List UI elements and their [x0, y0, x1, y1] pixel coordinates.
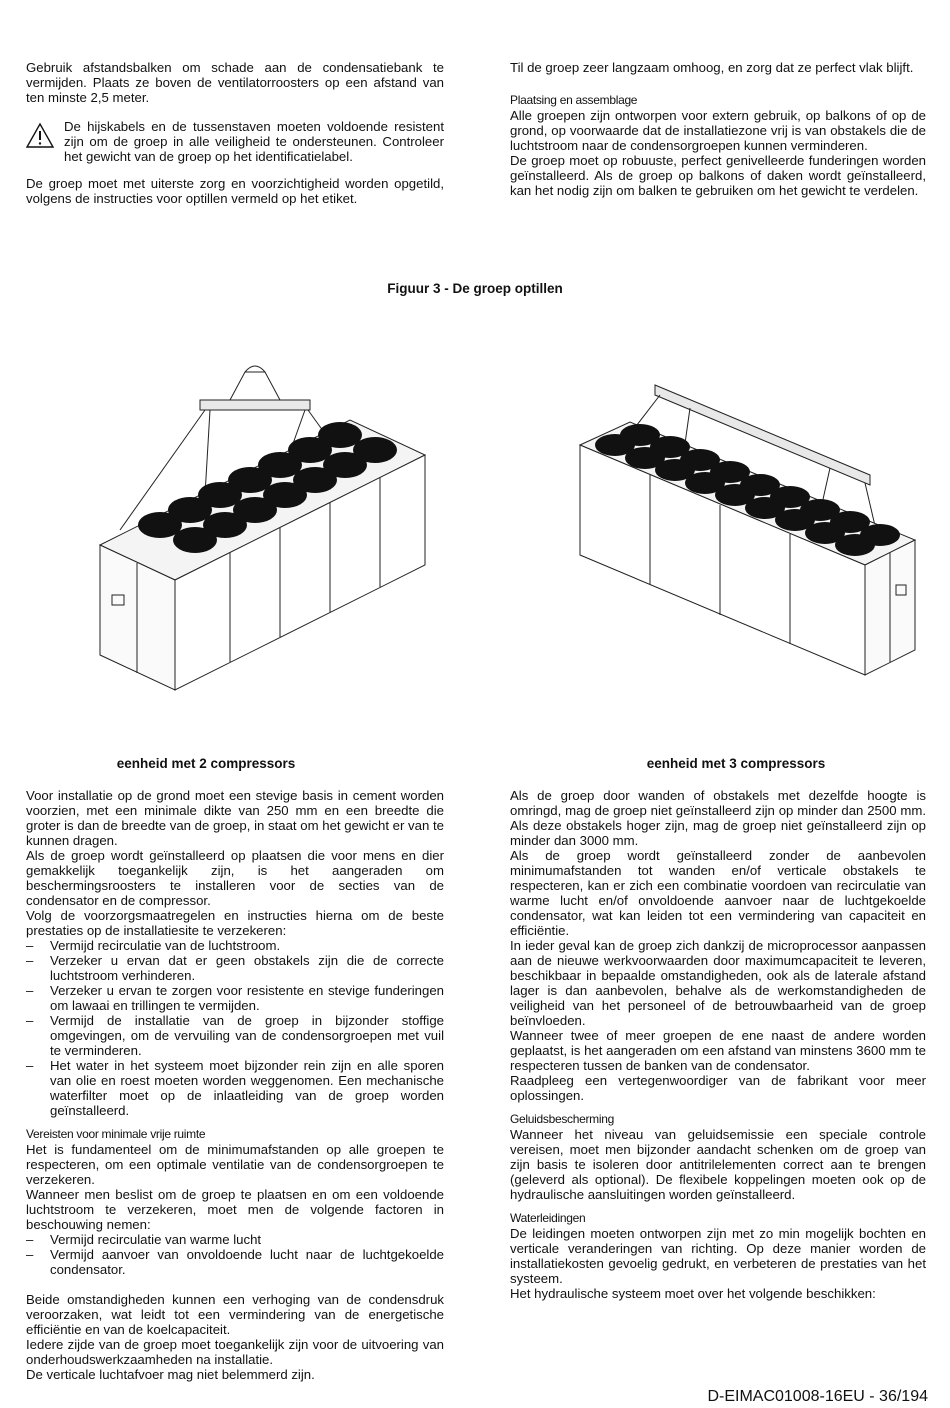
warning-triangle-icon: [26, 123, 54, 148]
paragraph: Alle groepen zijn ontworpen voor extern gebruik, op balkons of op de grond, op voorwaarde dat de installatiezone vrij is van obstakels die de luchtstroom naar de condensorgroepen kunnen verminderen.: [510, 108, 926, 153]
paragraph: Raadpleeg een vertegenwoordiger van de fabrikant voor meer oplossingen.: [510, 1073, 926, 1103]
paragraph: Voor installatie op de grond moet een stevige basis in cement worden voorzien, met een minimale dikte van 250 mm en een breedte die groter is dan de breedte van de groep, in staat om het gewicht er van te kunnen dragen.: [26, 788, 444, 848]
unit-3-compressors-illustration: [570, 380, 930, 700]
paragraph: Het hydraulische systeem moet over het volgende beschikken:: [510, 1286, 876, 1301]
precautions-list: [26, 938, 444, 1118]
list-item: – Vermijd recirculatie van warme lucht: [26, 1232, 444, 1247]
paragraph: Als de groep wordt geïnstalleerd zonder de aanbevolen minimumafstanden tot wanden en/of verticale obstakels te respecteren, kan er zich een combinatie voordoen van recirculatie van warme lucht en/of onvoldoende aanvoer naar de luchtgekoelde condensator, wat kan leiden tot een vermindering van capaciteit en efficiëntie.: [510, 848, 926, 938]
paragraph: Gebruik afstandsbalken om schade aan de condensatiebank te vermijden. Plaats ze boven de ventilatorroosters op een afstand van ten minste 2,5 meter.: [26, 60, 444, 105]
bottom-left-column: [26, 788, 444, 1382]
paragraph: Volg de voorzorgsmaatregelen en instructies hierna om de beste prestaties op de installatiesite te verzekeren:: [26, 908, 444, 938]
figure-caption-left: eenheid met 2 compressors: [116, 756, 296, 771]
paragraph: Het is fundamenteel om de minimumafstanden op alle groepen te respecteren, om een optimale ventilatie van de condensorgroepen te verzekeren.: [26, 1142, 444, 1187]
factors-list: [26, 1232, 444, 1277]
unit-2-compressors-illustration: [80, 360, 440, 720]
figure-title: Figuur 3 - De groep optillen: [387, 281, 563, 296]
section-heading: Plaatsing en assemblage: [510, 93, 638, 107]
paragraph: Wanneer het niveau van geluidsemissie een speciale controle vereisen, moet men bijzonder aandacht schenken om de groep van zijn basis te isoleren door antitrilelementen correct aan te brengen (geleverd als optional). De flexibele koppelingen moeten ook op de hydraulische aansluitingen worden geïnstalleerd.: [510, 1127, 926, 1202]
paragraph: Wanneer twee of meer groepen de ene naast de andere worden geplaatst, is het aangeraden om een afstand van minstens 3600 mm te respecteren tussen de banken van de condensator.: [510, 1028, 926, 1073]
warning-text: De hijskabels en de tussenstaven moeten voldoende resistent zijn om de groep in alle veiligheid te ondersteunen. Controleer het gewicht van de groep op het identificatielabel.: [64, 119, 444, 164]
paragraph: De groep moet op robuuste, perfect genivelleerde funderingen worden geïnstalleerd. Als de groep op balkons of daken wordt geïnstalleerd, kan het nodig zijn om balken te gebruiken om het gewicht te verdelen.: [510, 153, 926, 198]
page-footer: D-EIMAC01008-16EU - 36/194: [707, 1388, 928, 1405]
bottom-right-column: [510, 788, 926, 1301]
paragraph: Beide omstandigheden kunnen een verhoging van de condensdruk veroorzaken, wat leidt tot een vermindering van de energetische efficiëntie en van de koelcapaciteit.: [26, 1292, 444, 1337]
paragraph: De groep moet met uiterste zorg en voorzichtigheid worden opgetild, volgens de instructies voor optillen vermeld op het etiket.: [26, 176, 444, 206]
paragraph: Wanneer men beslist om de groep te plaatsen en om een voldoende luchtstroom te verzekeren, moet men de volgende factoren in beschouwing nemen:: [26, 1187, 444, 1232]
list-item: – Verzeker u ervan dat er geen obstakels zijn die de correcte luchtstroom verhinderen.: [26, 953, 444, 983]
section-heading: Vereisten voor minimale vrije ruimte: [26, 1127, 206, 1141]
figure-caption-right: eenheid met 3 compressors: [646, 756, 826, 771]
paragraph: In ieder geval kan de groep zich dankzij de microprocessor aanpassen aan de nieuwe werkvoorwaarden door maximumcapaciteit te leveren, beschikbaar in bepaalde omstandigheden, ook als de laterale afstand lager is dan aanbevolen, behalve als de werkomstandigheden de veiligheid van het personeel of de betrouwbaarheid van de groep beïnvloeden.: [510, 938, 926, 1028]
paragraph: Als de groep wordt geïnstalleerd op plaatsen die voor mens en dier gemakkelijk toegankelijk zijn, is het aangeraden om beschermingsroosters te installeren voor de secties van de condensator en de compressor.: [26, 848, 444, 908]
paragraph: De verticale luchtafvoer mag niet belemmerd zijn.: [26, 1367, 315, 1382]
paragraph: Iedere zijde van de groep moet toegankelijk zijn voor de uitvoering van onderhoudswerkzaamheden na installatie.: [26, 1337, 444, 1367]
top-left-column: [26, 60, 444, 206]
paragraph: De leidingen moeten ontworpen zijn met zo min mogelijk bochten en verticale veranderingen van richting. Op deze manier worden de installatiekosten gevoelig gedrukt, en verbeteren de prestaties van het systeem.: [510, 1226, 926, 1286]
list-item: – Het water in het systeem moet bijzonder rein zijn en alle sporen van olie en roest moeten worden weggenomen. Een mechanische waterfilter moet op de inlaatleiding van de groep worden geïnstalleerd.: [26, 1058, 444, 1118]
list-item: – Vermijd recirculatie van de luchtstroom.: [26, 938, 444, 953]
top-right-column: [510, 60, 926, 198]
list-item: – Verzeker u ervan te zorgen voor resistente en stevige funderingen om lawaai en trillingen te vermijden.: [26, 983, 444, 1013]
paragraph: Til de groep zeer langzaam omhoog, en zorg dat ze perfect vlak blijft.: [510, 60, 914, 75]
section-heading: Waterleidingen: [510, 1211, 586, 1225]
list-item: – Vermijd de installatie van de groep in bijzonder stoffige omgevingen, om de vervuiling van de condensorgroepen met vuil te verminderen.: [26, 1013, 444, 1058]
paragraph: Als de groep door wanden of obstakels met dezelfde hoogte is omringd, mag de groep niet geïnstalleerd zijn op minder dan 2500 mm. Als deze obstakels hoger zijn, mag de groep niet geïnstalleerd zijn op minder dan 3000 mm.: [510, 788, 926, 848]
section-heading: Geluidsbescherming: [510, 1112, 614, 1126]
list-item: – Vermijd aanvoer van onvoldoende lucht naar de luchtgekoelde condensator.: [26, 1247, 444, 1277]
warning-block: [26, 119, 444, 164]
